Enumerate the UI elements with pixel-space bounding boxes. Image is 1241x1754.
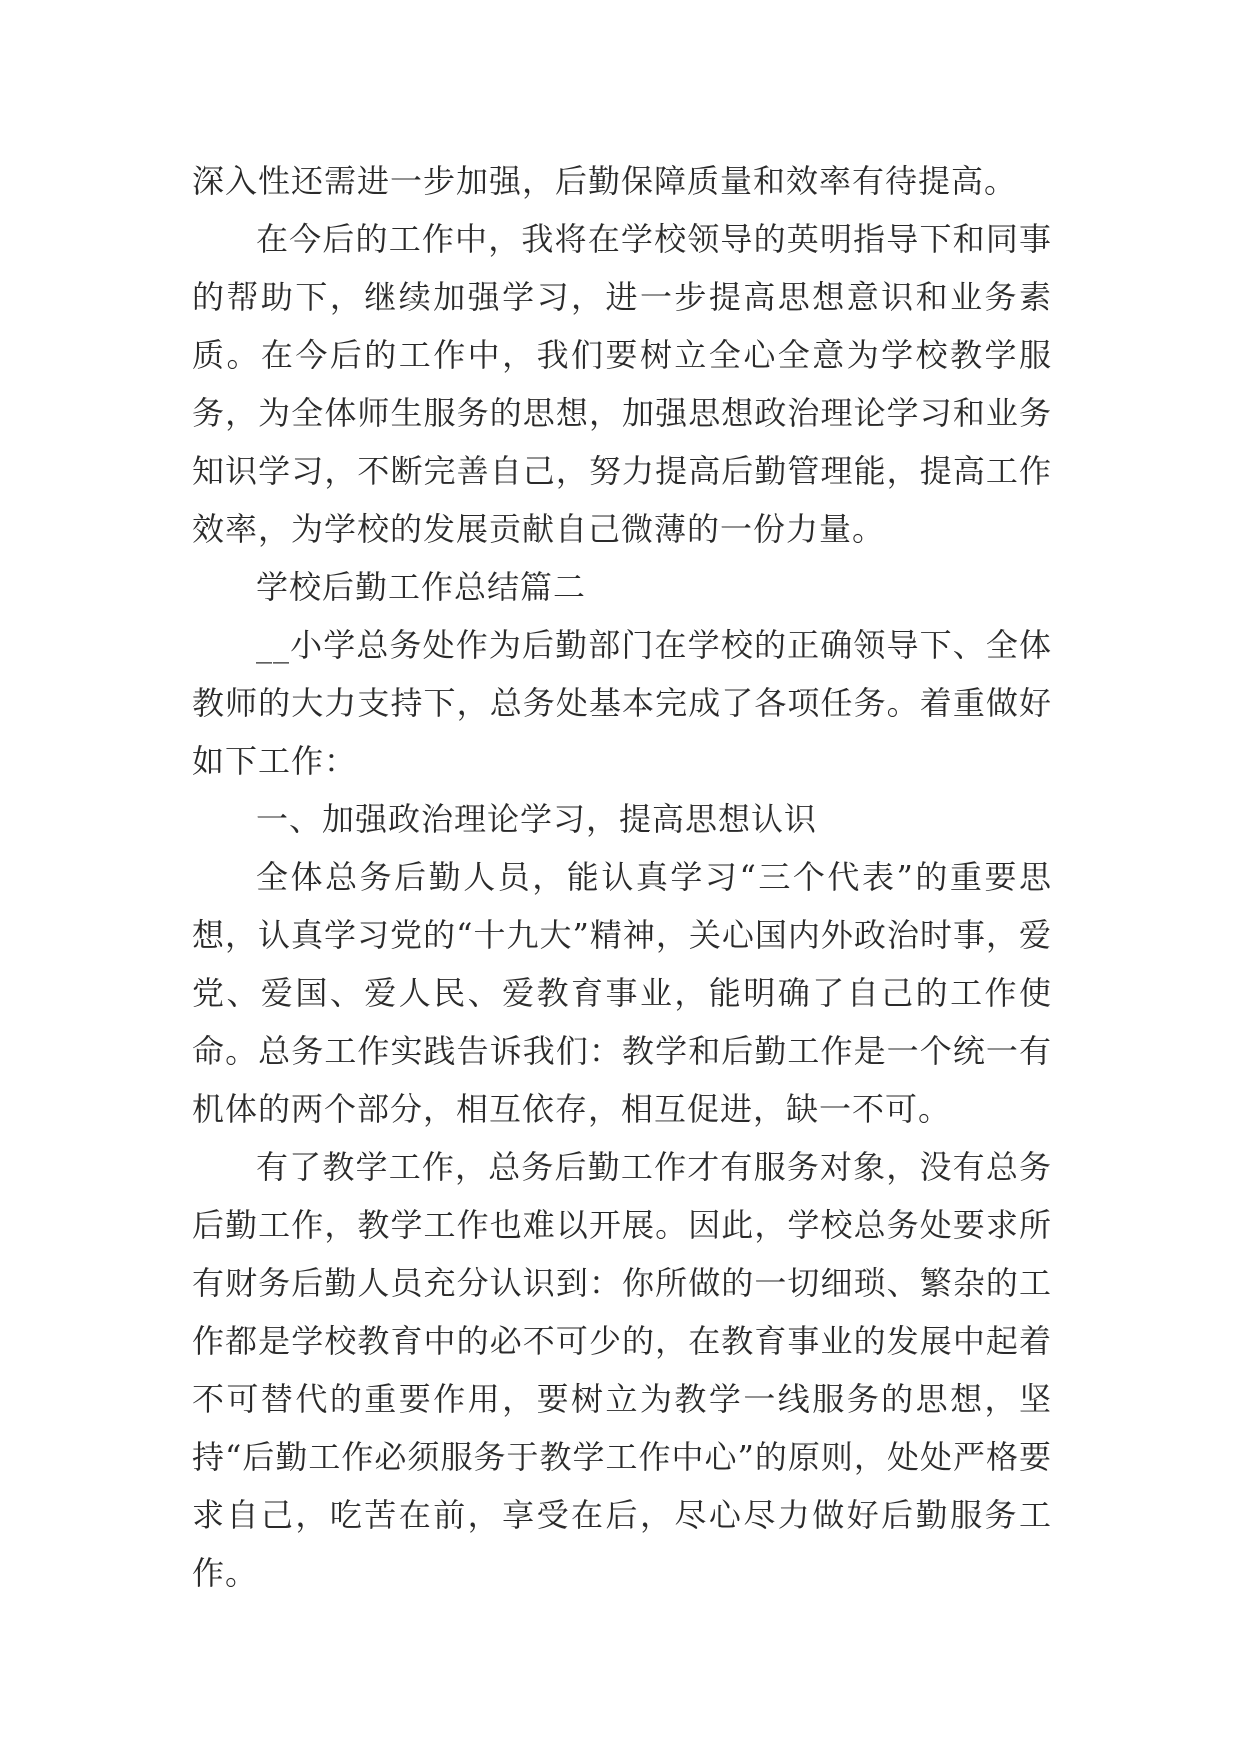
paragraph-service: 有了教学工作，总务后勤工作才有服务对象，没有总务后勤工作，教学工作也难以开展。因此，学校总务处要求所有财务后勤人员充分认识到：你所做的一切细琐、繁杂的工作都是学校教育中的必不可少的，在教育事业的发展中起着不可替代的重要作用，要树立为教学一线服务的思想，坚持“后勤工作必须服务于教学工作中心”的原则，处处严格要求自己，吃苦在前，享受在后，尽心尽力做好后勤服务工作。 [192, 1148, 1052, 1592]
subsection-heading: 一、加强政治理论学习，提高思想认识 [256, 800, 818, 838]
paragraph-continuation: 深入性还需进一步加强，后勤保障质量和效率有待提高。 [192, 162, 1018, 200]
document-body [192, 152, 1052, 1602]
paragraph-intro: __小学总务处作为后勤部门在学校的正确领导下、全体教师的大力支持下，总务处基本完成了各项任务。着重做好如下工作： [192, 626, 1052, 780]
paragraph-future-work: 在今后的工作中，我将在学校领导的英明指导下和同事的帮助下，继续加强学习，进一步提高思想意识和业务素质。在今后的工作中，我们要树立全心全意为学校教学服务，为全体师生服务的思想，加强思想政治理论学习和业务知识学习，不断完善自己，努力提高后勤管理能，提高工作效率，为学校的发展贡献自己微薄的一份力量。 [192, 220, 1052, 548]
section-title: 学校后勤工作总结篇二 [256, 568, 587, 606]
paragraph-study: 全体总务后勤人员，能认真学习“三个代表”的重要思想，认真学习党的“十九大”精神，关心国内外政治时事，爱党、爱国、爱人民、爱教育事业，能明确了自己的工作使命。总务工作实践告诉我们：教学和后勤工作是一个统一有机体的两个部分，相互依存，相互促进，缺一不可。 [192, 858, 1052, 1128]
